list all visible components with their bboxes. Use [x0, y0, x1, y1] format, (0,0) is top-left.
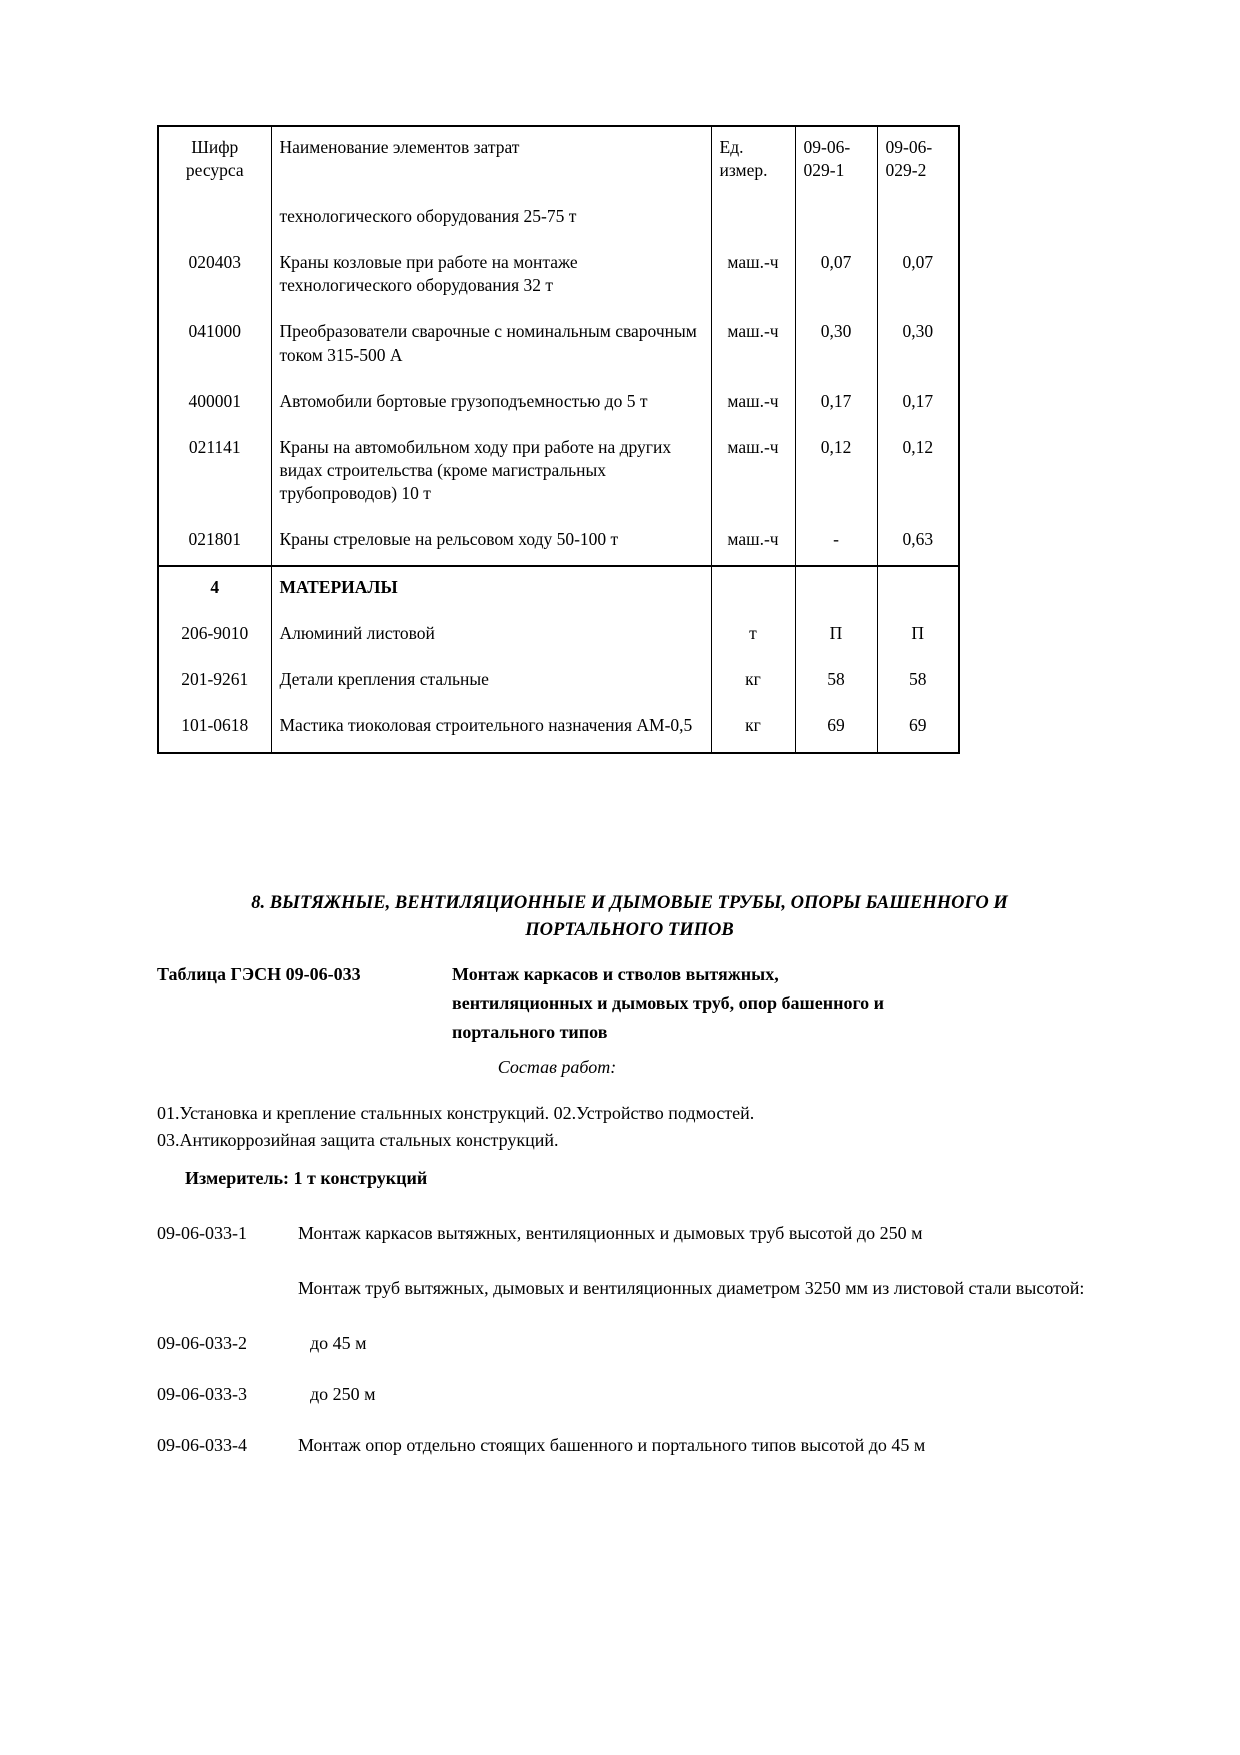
cell-unit: маш.-ч: [711, 381, 795, 427]
cell-value-2: 0,17: [877, 381, 959, 427]
cell-value-1: 0,30: [795, 311, 877, 380]
section-title: [157, 890, 1102, 944]
item-code: 09-06-033-2: [157, 1333, 247, 1353]
header-v1-line1: 09-06-: [803, 137, 851, 157]
cell-value-1: [795, 566, 877, 613]
cell-code: 201-9261: [158, 659, 271, 705]
works-line-1: 01.Установка и крепление стальнных конструкций. 02.Устройство подмостей.: [157, 1103, 755, 1123]
gesn-table-description: Монтаж каркасов и стволов вытяжных, вентиляционных и дымовых труб, опор башенного и портального типов: [452, 964, 885, 1043]
table-row: [158, 242, 959, 311]
table-row: [158, 519, 959, 566]
cell-unit: т: [711, 613, 795, 659]
header-cell-variant-2: [877, 126, 959, 196]
list-item: [157, 1330, 1117, 1357]
cell-value-2: 0,12: [877, 427, 959, 519]
cell-value-1: 0,12: [795, 427, 877, 519]
cell-name: Краны козловые при работе на монтаже технологического оборудования 32 т: [271, 242, 711, 311]
header-v1-line2: 029-1: [803, 160, 845, 181]
section-title-line-2: ПОРТАЛЬНОГО ТИПОВ: [525, 919, 734, 940]
cell-unit: маш.-ч: [711, 311, 795, 380]
table-row: [158, 381, 959, 427]
cell-section-title: МАТЕРИАЛЫ: [271, 566, 711, 613]
cell-code: 400001: [158, 381, 271, 427]
cell-value-2: [877, 196, 959, 242]
cell-value-1: П: [795, 613, 877, 659]
cell-code: 101-0618: [158, 705, 271, 752]
item-text: Монтаж труб вытяжных, дымовых и вентиляционных диаметром 3250 мм из листовой стали высотой:: [298, 1278, 1085, 1298]
cell-unit: [711, 196, 795, 242]
cell-code: [158, 196, 271, 242]
header-code-line1: Шифр: [191, 137, 239, 157]
cell-name: Автомобили бортовые грузоподъемностью до 5 т: [271, 381, 711, 427]
header-v2-line1: 09-06-: [885, 137, 933, 157]
cell-unit: кг: [711, 705, 795, 752]
norm-items-list: [157, 1220, 1117, 1487]
cell-name: Краны стреловые на рельсовом ходу 50-100 т: [271, 519, 711, 566]
izmeritel-label: Измеритель: 1 т конструкций: [185, 1168, 428, 1188]
works-composition: [157, 1100, 1102, 1155]
cell-value-1: 69: [795, 705, 877, 752]
cell-value-2: 69: [877, 705, 959, 752]
cell-code: 021801: [158, 519, 271, 566]
cell-code: 021141: [158, 427, 271, 519]
cell-section-number: 4: [158, 566, 271, 613]
sostav-rabot-label: Состав работ:: [497, 1057, 617, 1077]
cell-value-1: 0,17: [795, 381, 877, 427]
cell-code: 041000: [158, 311, 271, 380]
cell-value-1: [795, 196, 877, 242]
item-text: до 45 м: [310, 1333, 367, 1353]
cell-value-2: 0,07: [877, 242, 959, 311]
cell-name: Алюминий листовой: [271, 613, 711, 659]
table-section-row-materials: [158, 566, 959, 613]
resource-table-container: [157, 125, 946, 754]
cell-value-1: 58: [795, 659, 877, 705]
gesn-table-heading: [157, 960, 1102, 1047]
cell-code: 020403: [158, 242, 271, 311]
section-title-line-1: 8. ВЫТЯЖНЫЕ, ВЕНТИЛЯЦИОННЫЕ И ДЫМОВЫЕ ТРУБЫ, ОПОРЫ БАШЕННОГО И: [251, 893, 1008, 913]
cell-code: 206-9010: [158, 613, 271, 659]
cell-value-2: 0,63: [877, 519, 959, 566]
header-unit-line1: Ед.: [719, 137, 744, 157]
cell-name: Мастика тиоколовая строительного назначения АМ-0,5: [271, 705, 711, 752]
item-code: 09-06-033-4: [157, 1435, 247, 1455]
table-row: [158, 196, 959, 242]
cell-unit: маш.-ч: [711, 242, 795, 311]
cell-name: Преобразователи сварочные с номинальным сварочным током 315-500 А: [271, 311, 711, 380]
list-item: [157, 1275, 1117, 1302]
cell-unit: [711, 566, 795, 613]
item-text: до 250 м: [310, 1384, 376, 1404]
item-text: Монтаж каркасов вытяжных, вентиляционных и дымовых труб высотой до 250 м: [298, 1223, 923, 1243]
cell-value-2: 58: [877, 659, 959, 705]
cell-value-2: П: [877, 613, 959, 659]
cell-unit: маш.-ч: [711, 427, 795, 519]
header-code-line2: ресурса: [185, 160, 244, 181]
cell-value-1: -: [795, 519, 877, 566]
cell-name: технологического оборудования 25-75 т: [271, 196, 711, 242]
table-row: [158, 311, 959, 380]
item-code: 09-06-033-3: [157, 1384, 247, 1404]
cell-name: Детали крепления стальные: [271, 659, 711, 705]
header-cell-code: [158, 126, 271, 196]
header-unit-line2: измер.: [719, 160, 768, 181]
cell-name: Краны на автомобильном ходу при работе на других видах строительства (кроме магистральных трубопроводов) 10 т: [271, 427, 711, 519]
table-header-row: [158, 126, 959, 196]
table-row: [158, 659, 959, 705]
header-v2-line2: 029-2: [885, 160, 927, 181]
cell-value-2: 0,30: [877, 311, 959, 380]
table-row: [158, 613, 959, 659]
cell-unit: кг: [711, 659, 795, 705]
cell-unit: маш.-ч: [711, 519, 795, 566]
list-item: [157, 1220, 1117, 1247]
table-row: [158, 427, 959, 519]
cell-value-2: [877, 566, 959, 613]
list-item: [157, 1381, 1117, 1408]
item-text: Монтаж опор отдельно стоящих башенного и портального типов высотой до 45 м: [298, 1435, 926, 1455]
header-cell-unit: [711, 126, 795, 196]
gesn-table-label: Таблица ГЭСН 09-06-033: [157, 964, 361, 984]
table-row: [158, 705, 959, 752]
header-cell-name: Наименование элементов затрат: [271, 126, 711, 196]
works-line-2: 03.Антикоррозийная защита стальных конструкций.: [157, 1130, 559, 1151]
resource-table: [157, 125, 960, 754]
item-code: 09-06-033-1: [157, 1223, 247, 1243]
cell-value-1: 0,07: [795, 242, 877, 311]
header-cell-variant-1: [795, 126, 877, 196]
list-item: [157, 1432, 1117, 1459]
